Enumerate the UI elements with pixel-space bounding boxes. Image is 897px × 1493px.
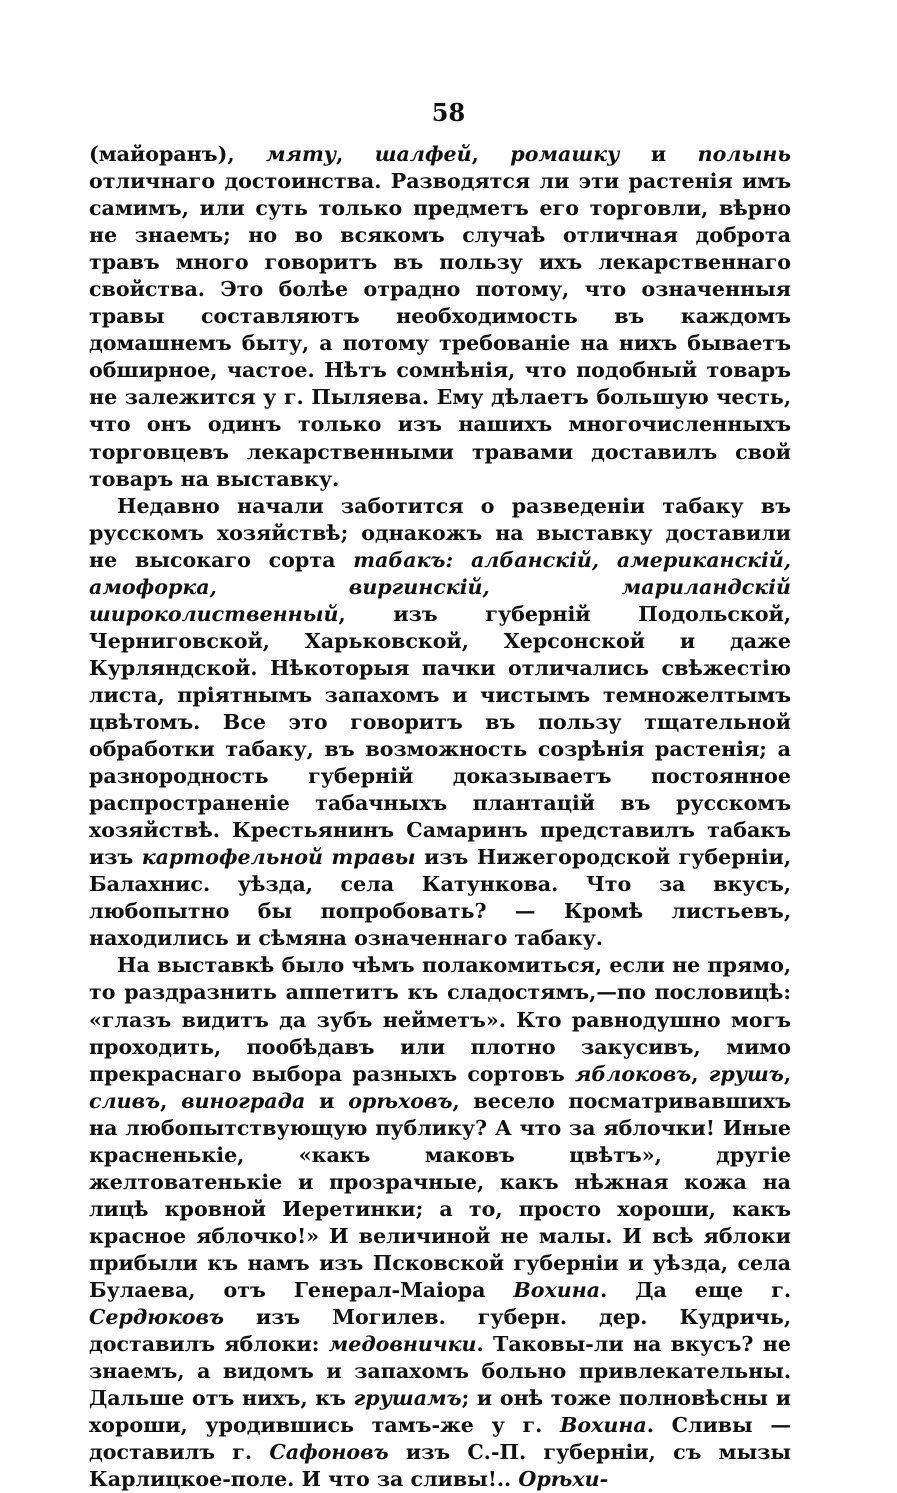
italic-run: картофельной травы	[141, 845, 416, 870]
italic-run: Вохина	[559, 1413, 647, 1438]
text-run: ,	[160, 1088, 182, 1113]
italic-run: винограда	[181, 1088, 306, 1113]
italic-run: медовнички	[328, 1332, 477, 1357]
italic-run: Сафоновъ	[269, 1440, 389, 1465]
page-number: 58	[431, 98, 466, 127]
text-run: , изъ губерній Подольской, Черниговской, Харьковской, Херсонской и даже Курляндской. Нѣкоторыя пачки отличались свѣжестію листа, пріятнымъ запахомъ и чистымъ темножелтымъ цвѣтомъ. Все это говоритъ въ пользу тщательной обработки табаку, въ возможность созрѣнія растенія; а разнородность губерній доказываетъ постоянное распространеніе табачныхъ плантацій въ русскомъ хозяйствѣ. Крестьянинъ Самаринъ представилъ табакъ изъ	[89, 601, 791, 870]
text-run: . Да еще г.	[600, 1277, 791, 1302]
italic-run: Сердюковъ	[89, 1305, 225, 1330]
text-run: Недавно начали заботится о разведеніи табаку въ русскомъ хозяйствѣ; однакожъ на выставку доставили не высокаго сорта	[89, 493, 791, 572]
text-run: изъ Нижегородской губерніи, Балахнис. уѣзда, села Катункова. Что за вкусъ, любопытно бы попробовать? — Кромѣ листьевъ, находились и сѣмяна означеннаго табаку.	[89, 845, 792, 951]
text-run: отличнаго достоинства. Разводятся ли эти растенія имъ самимъ, или суть только предметъ его торговли, вѣрно не знаемъ; но во всякомъ случаѣ отличная доброта травъ много говоритъ въ пользу ихъ лекарственнаго свойства. Это болѣе отрадно потому, что означенныя травы составляютъ необходимость въ каждомъ домашнемъ быту, а потому требованіе на нихъ бываетъ обширное, частое. Нѣтъ сомнѣнія, что подобный товаръ не залежится у г. Пыляева. Ему дѣлаетъ большую честь, что онъ одинъ только изъ нашихъ многочисленныхъ торговцевъ лекарственными травами доставилъ свой товаръ на выставку.	[89, 169, 791, 491]
italic-run: Вохина	[513, 1277, 601, 1302]
italic-run: ромашку	[510, 142, 620, 166]
italic-run: полынь	[697, 142, 792, 166]
italic-run: табакъ: албанскій, американскій, амофорка, виргинскій, мариландскій широколиственный	[89, 547, 792, 626]
text-run: , весело посматривавшихъ на любопытствующую публику? А что за яблочки! Иные красненькіе, «какъ маковъ цвѣтъ», другіе желтоватенькіе и прозрачные, какъ нѣжная кожа на лицѣ кровной Иеретинки; а то, просто хороши, какъ красное яблочко!» И величиной не малы. И всѣ яблоки прибыли къ намъ изъ Псковской губерніи и уѣзда, села Булаева, отъ Генерал-Маіора	[89, 1088, 791, 1302]
text-run: (майоранъ),	[89, 142, 267, 166]
italic-run: орѣховъ	[348, 1088, 453, 1113]
italic-run: шалфей	[374, 142, 472, 166]
text-run: ,	[783, 1061, 791, 1086]
italic-run: грушамъ	[353, 1386, 462, 1411]
italic-run: Орѣхи-	[518, 1467, 609, 1492]
text-block	[89, 141, 791, 1493]
text-run: ; и онѣ тоже полновѣсны и хороши, уродившись тамъ-же у г.	[89, 1386, 791, 1438]
paragraph-1	[89, 141, 791, 493]
paragraph-2	[89, 493, 791, 953]
text-run: и	[619, 142, 698, 166]
italic-run: грушъ	[708, 1061, 784, 1086]
italic-run: яблоковъ	[574, 1061, 692, 1086]
text-run: На выставкѣ было чѣмъ полакомиться, если не прямо, то раздразнить аппетитъ къ сладостямъ,—по пословицѣ: «глазъ видитъ да зубъ нейметъ». Кто равнодушно могъ проходить, пообѣдавъ или плотно закусивъ, мимо прекраснаго выбора разныхъ сортовъ	[89, 953, 791, 1086]
text-run: изъ Могилев. губерн. дер. Кудричь, доставилъ яблоки:	[89, 1305, 791, 1357]
text-run: . Таковы-ли на вкусъ? не знаемъ, а видомъ и запахомъ больно привлекательны. Дальше отъ нихъ, къ	[89, 1332, 791, 1411]
text-run: и	[305, 1088, 349, 1113]
text-run: ,	[336, 142, 375, 166]
italic-run: сливъ	[89, 1088, 161, 1113]
text-run: изъ С.-П. губерніи, съ мызы Карлицкое-поле. И что за сливы!..	[89, 1440, 792, 1492]
italic-run: мяту	[266, 142, 337, 166]
paragraph-3	[89, 952, 791, 1493]
text-run: ,	[691, 1061, 709, 1086]
text-run: . Сливы — доставилъ г.	[89, 1413, 791, 1465]
text-run: ,	[471, 142, 511, 166]
